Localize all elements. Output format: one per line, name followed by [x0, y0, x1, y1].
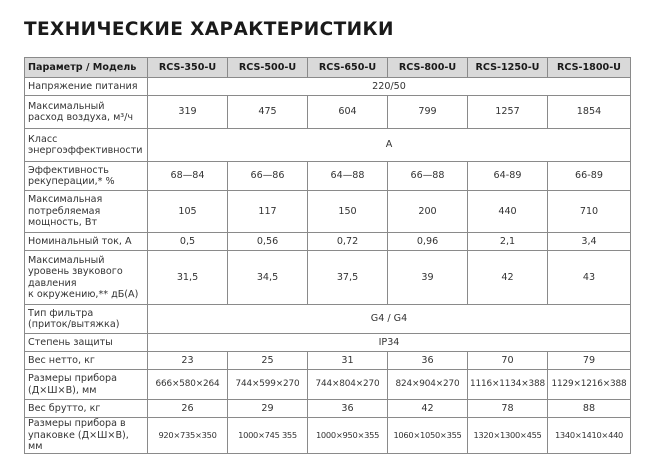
header-model: RCS-800-U	[388, 58, 468, 78]
cell-value: 31	[308, 352, 388, 370]
table-row	[25, 370, 631, 400]
cell-value: 1116×1134×388	[468, 370, 548, 400]
row-label: Эффективность рекуперации,* %	[25, 162, 148, 191]
cell-value: 150	[308, 191, 388, 233]
cell-value: 475	[228, 96, 308, 129]
table-row	[25, 191, 631, 233]
cell-value: 79	[548, 352, 631, 370]
cell-value: 36	[388, 352, 468, 370]
cell-value: 42	[468, 251, 548, 305]
cell-value: 42	[388, 400, 468, 418]
row-label: Класс энергоэффективности	[25, 129, 148, 162]
cell-value: 1257	[468, 96, 548, 129]
cell-value: 1129×1216×388	[548, 370, 631, 400]
cell-value: 64—88	[308, 162, 388, 191]
cell-value: 604	[308, 96, 388, 129]
cell-value: 0,56	[228, 233, 308, 251]
row-label: Тип фильтра (приток/вытяжка)	[25, 305, 148, 334]
cell-value: 23	[148, 352, 228, 370]
cell-value: 36	[308, 400, 388, 418]
cell-value: 88	[548, 400, 631, 418]
header-param: Параметр / Модель	[25, 58, 148, 78]
cell-value: 31,5	[148, 251, 228, 305]
row-label: Номинальный ток, А	[25, 233, 148, 251]
cell-value: 1320×1300×455	[468, 418, 548, 454]
header-model: RCS-500-U	[228, 58, 308, 78]
header-model: RCS-650-U	[308, 58, 388, 78]
cell-value: 66—88	[388, 162, 468, 191]
cell-value: 710	[548, 191, 631, 233]
cell-value: 105	[148, 191, 228, 233]
cell-value: 319	[148, 96, 228, 129]
table-row	[25, 233, 631, 251]
cell-value: 39	[388, 251, 468, 305]
cell-value: 70	[468, 352, 548, 370]
table-row	[25, 400, 631, 418]
cell-value: 220/50	[148, 78, 631, 96]
row-label: Вес нетто, кг	[25, 352, 148, 370]
cell-value: 117	[228, 191, 308, 233]
row-label: Размеры прибора в упаковке (Д×Ш×В), мм	[25, 418, 148, 454]
cell-value: 1340×1410×440	[548, 418, 631, 454]
row-label: Степень защиты	[25, 334, 148, 352]
page-title: ТЕХНИЧЕСКИЕ ХАРАКТЕРИСТИКИ	[24, 19, 394, 40]
cell-value: A	[148, 129, 631, 162]
cell-value: 1854	[548, 96, 631, 129]
cell-value: 66—86	[228, 162, 308, 191]
cell-value: 37,5	[308, 251, 388, 305]
header-model: RCS-1250-U	[468, 58, 548, 78]
specifications-table	[24, 57, 631, 454]
header-model: RCS-350-U	[148, 58, 228, 78]
table-row	[25, 78, 631, 96]
table-row	[25, 334, 631, 352]
cell-value: 0,96	[388, 233, 468, 251]
cell-value: 666×580×264	[148, 370, 228, 400]
cell-value: 64-89	[468, 162, 548, 191]
table-row	[25, 129, 631, 162]
cell-value: 440	[468, 191, 548, 233]
table-row	[25, 96, 631, 129]
cell-value: 1000×745 355	[228, 418, 308, 454]
table-row	[25, 162, 631, 191]
cell-value: 68—84	[148, 162, 228, 191]
table-row	[25, 418, 631, 454]
cell-value: 66-89	[548, 162, 631, 191]
table-row	[25, 352, 631, 370]
row-label: Вес брутто, кг	[25, 400, 148, 418]
cell-value: 0,72	[308, 233, 388, 251]
table-header-row	[25, 58, 631, 78]
cell-value: 78	[468, 400, 548, 418]
cell-value: 744×599×270	[228, 370, 308, 400]
cell-value: 43	[548, 251, 631, 305]
cell-value: 0,5	[148, 233, 228, 251]
cell-value: 34,5	[228, 251, 308, 305]
cell-value: 1000×950×355	[308, 418, 388, 454]
cell-value: 920×735×350	[148, 418, 228, 454]
row-label: Максимальная потребляемая мощность, Вт	[25, 191, 148, 233]
cell-value: 799	[388, 96, 468, 129]
header-model: RCS-1800-U	[548, 58, 631, 78]
cell-value: 25	[228, 352, 308, 370]
cell-value: 744×804×270	[308, 370, 388, 400]
row-label: Напряжение питания	[25, 78, 148, 96]
cell-value: G4 / G4	[148, 305, 631, 334]
cell-value: 3,4	[548, 233, 631, 251]
table-row	[25, 251, 631, 305]
cell-value: 200	[388, 191, 468, 233]
table-row	[25, 305, 631, 334]
cell-value: 29	[228, 400, 308, 418]
cell-value: 26	[148, 400, 228, 418]
cell-value: 824×904×270	[388, 370, 468, 400]
row-label: Максимальный уровень звукового давления к окружению,** дБ(А)	[25, 251, 148, 305]
row-label: Размеры прибора (Д×Ш×В), мм	[25, 370, 148, 400]
row-label: Максимальный расход воздуха, м³/ч	[25, 96, 148, 129]
cell-value: IP34	[148, 334, 631, 352]
cell-value: 2,1	[468, 233, 548, 251]
cell-value: 1060×1050×355	[388, 418, 468, 454]
